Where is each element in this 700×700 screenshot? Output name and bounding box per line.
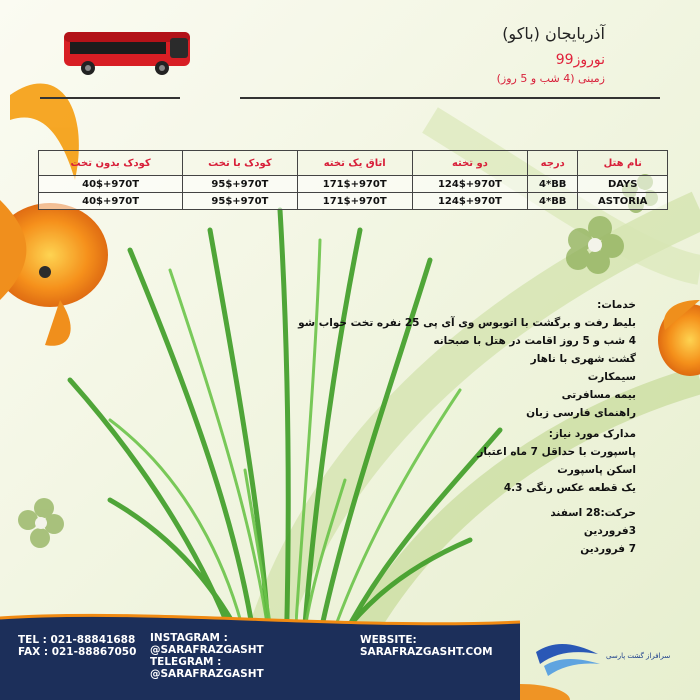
table-cell: 40$+970T [39, 176, 183, 193]
company-logo-text: سرافراز گشت پارسی [606, 652, 671, 660]
table-cell: 4*BB [528, 176, 578, 193]
list-item: 7 فروردین [580, 543, 636, 555]
list-item: حرکت:28 اسفند [550, 507, 636, 519]
footer-fax: FAX : 021-88867050 [18, 646, 137, 658]
table-header-row [39, 151, 668, 176]
table-header-cell: اتاق یک تخته [297, 151, 412, 176]
list-item: 3فروردین [583, 525, 636, 537]
telegram-link[interactable]: @SARAFRAZGASHT [150, 668, 264, 680]
table-cell: 95$+970T [183, 193, 297, 210]
list-item: بیمه مسافرتی [561, 389, 636, 401]
list-item: پاسپورت با حداقل 7 ماه اعتبار [477, 446, 636, 458]
table-header-cell: کودک با تخت [183, 151, 297, 176]
documents-heading: مدارک مورد نیاز: [548, 428, 636, 440]
services-heading: خدمات: [597, 299, 636, 311]
list-item: سیمکارت [587, 371, 636, 383]
table-cell: 124$+970T [412, 176, 527, 193]
list-item: بلیط رفت و برگشت با اتوبوس وی آی پی 25 نفره تخت خواب شو [298, 317, 636, 329]
company-logo-icon [534, 632, 604, 682]
table-cell: 95$+970T [183, 176, 297, 193]
table-cell: ASTORIA [578, 193, 668, 210]
table-row [39, 193, 668, 210]
table-cell: 40$+970T [39, 193, 183, 210]
departures-section [550, 504, 636, 558]
instagram-link[interactable]: @SARAFRAZGASHT [150, 644, 264, 656]
table-header-cell: کودک بدون تخت [39, 151, 183, 176]
table-header-cell: نام هتل [578, 151, 668, 176]
website-label: WEBSITE: [360, 634, 417, 646]
list-item: 4 شب و 5 روز اقامت در هتل با صبحانه [433, 335, 636, 347]
list-item: گشت شهری با ناهار [530, 353, 636, 365]
website-link[interactable]: SARAFRAZGASHT.COM [360, 646, 493, 658]
table-cell: 124$+970T [412, 193, 527, 210]
footer-tel: TEL : 021-88841688 [18, 634, 136, 646]
table-row [39, 176, 668, 193]
table-cell: 4*BB [528, 193, 578, 210]
list-item: یک قطعه عکس رنگی 4.3 [503, 482, 636, 494]
table-cell: 171$+970T [297, 193, 412, 210]
header-divider-right [240, 97, 660, 99]
table-header-cell: درجه [528, 151, 578, 176]
trip-subtitle: نوروز99 [555, 52, 605, 68]
hotel-price-table [38, 150, 668, 210]
services-section [298, 296, 636, 422]
list-item: راهنمای فارسی زبان [526, 407, 636, 419]
bus-icon [62, 26, 194, 78]
instagram-label: INSTAGRAM : [150, 632, 228, 644]
table-header-cell: دو تخته [412, 151, 527, 176]
documents-section [477, 425, 636, 497]
table-cell: 171$+970T [297, 176, 412, 193]
header-divider-left [40, 97, 180, 99]
table-cell: DAYS [578, 176, 668, 193]
telegram-label: TELEGRAM : [150, 656, 222, 668]
list-item: اسکن پاسپورت [557, 464, 636, 476]
trip-duration: زمینی (4 شب و 5 روز) [496, 72, 605, 85]
trip-title: آذربایجان (باکو) [502, 24, 605, 43]
